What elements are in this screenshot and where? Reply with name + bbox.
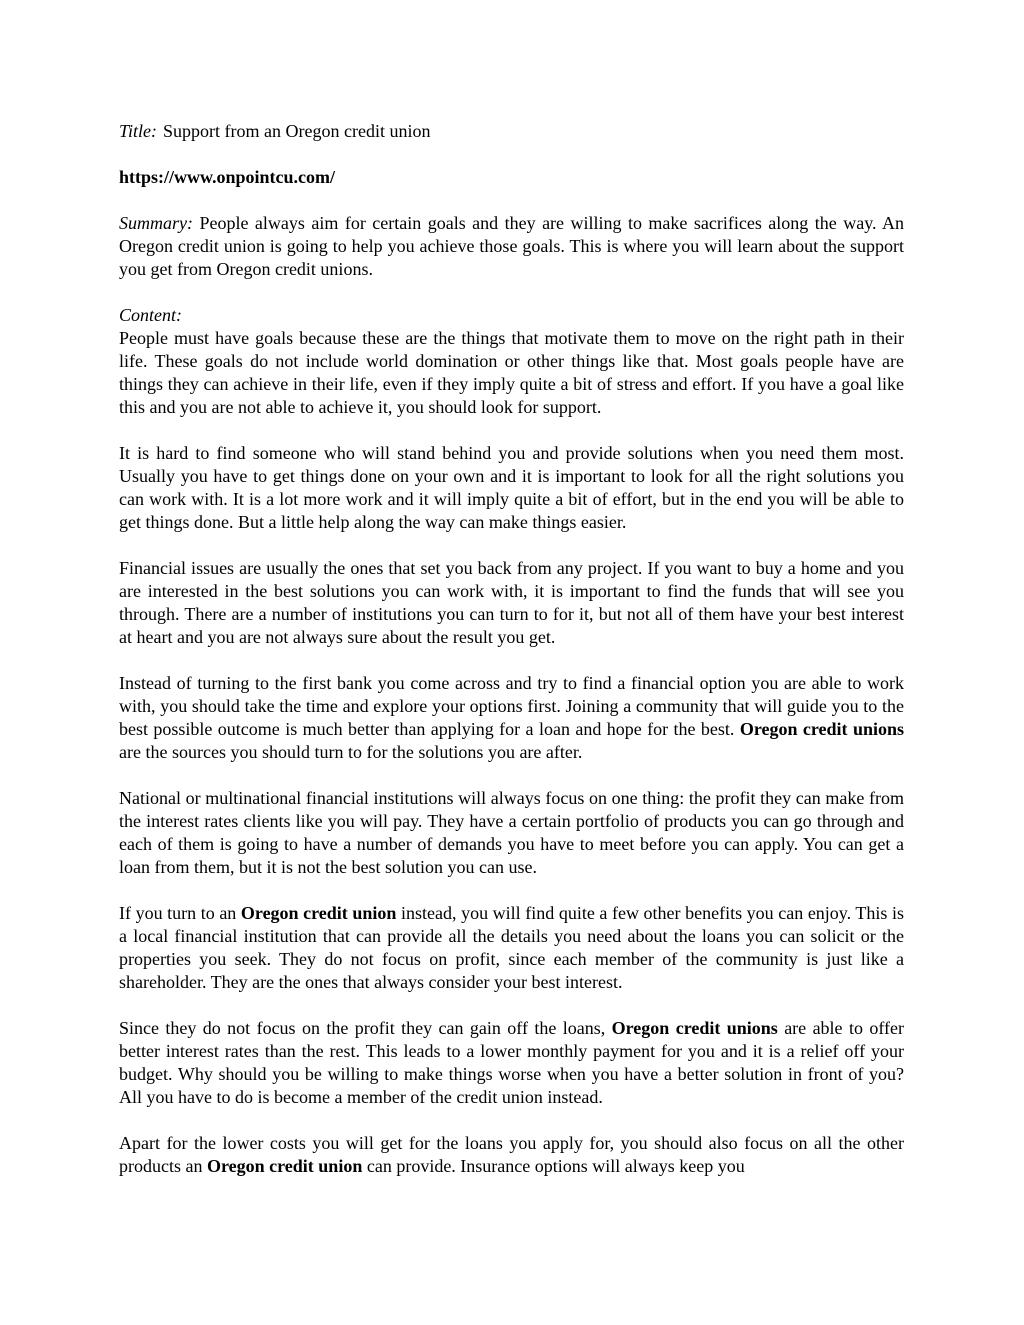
paragraph-text: Financial issues are usually the ones that set you back from any project. If you want to buy a home and you are interested in the best solutions you can work with, it is important to find the funds that will see you through. There are a number of institutions you can turn to for it, but not all of them have your best interest at heart and you are not always sure about the result you get. (119, 558, 904, 647)
paragraph-text: It is hard to find someone who will stand behind you and provide solutions when you need them most. Usually you have to get things done on your own and it is important to look for all the right solutions you can work with. It is a lot more work and it will imply quite a bit of effort, but in the end you will be able to get things done. But a little help along the way can make things easier. (119, 443, 904, 532)
content-paragraph-4 (119, 672, 904, 764)
source-url: https://www.onpointcu.com/ (119, 167, 336, 187)
content-paragraph-1 (119, 327, 904, 419)
bold-keyword: Oregon credit unions (739, 719, 904, 739)
paragraph-text: If you turn to an (119, 903, 241, 923)
paragraph-text: People must have goals because these are the things that motivate them to move on the right path in their life. These goals do not include world domination or other things like that. Most goals people have are things they can achieve in their life, even if they imply quite a bit of stress and effort. If you have a goal like this and you are not able to achieve it, you should look for support. (119, 328, 904, 417)
paragraph-text: instead, you will find quite a few other benefits you can enjoy. This is a local financial institution that can provide all the details you need about the loans you can solicit or the properties you seek. They do not focus on profit, since each member of the community is just like a shareholder. They are the ones that always consider your best interest. (119, 903, 904, 992)
paragraph-text: Apart for the lower costs you will get for the loans you apply for, you should also focus on all the other products an (119, 1133, 904, 1176)
content-paragraph-8 (119, 1132, 904, 1178)
content-paragraph-2 (119, 442, 904, 534)
bold-keyword: Oregon credit unions (611, 1018, 778, 1038)
paragraph-text: Instead of turning to the first bank you come across and try to find a financial option you are able to work with, you should take the time and explore your options first. Joining a community that will guide you to the best possible outcome is much better than applying for a loan and hope for the best. (119, 673, 904, 739)
paragraph-text: can provide. Insurance options will always keep you (362, 1156, 745, 1176)
content-paragraph-7 (119, 1017, 904, 1109)
summary-text: People always aim for certain goals and they are willing to make sacrifices along the way. An Oregon credit union is going to help you achieve those goals. This is where you will learn about the support you get from Oregon credit unions. (119, 213, 904, 279)
document-title: Support from an Oregon credit union (163, 121, 431, 141)
paragraph-text: National or multinational financial institutions will always focus on one thing: the profit they can make from the interest rates clients like you will pay. They have a certain portfolio of products you can go through and each of them is going to have a number of demands you have to meet before you can apply. You can get a loan from them, but it is not the best solution you can use. (119, 788, 904, 877)
bold-keyword: Oregon credit union (240, 903, 397, 923)
summary-paragraph (119, 212, 904, 281)
title-label: Title: (119, 121, 158, 141)
title-line (119, 120, 904, 143)
bold-keyword: Oregon credit union (206, 1156, 363, 1176)
content-paragraph-5 (119, 787, 904, 879)
document-page (119, 120, 904, 1178)
paragraph-text: Since they do not focus on the profit they can gain off the loans, (119, 1018, 612, 1038)
content-paragraph-3 (119, 557, 904, 649)
content-label: Content: (119, 305, 182, 325)
paragraph-text: are able to offer better interest rates than the rest. This leads to a lower monthly payment for you and it is a relief off your budget. Why should you be willing to make things worse when you have a better solution in front of you? All you have to do is become a member of the credit union instead. (119, 1018, 904, 1107)
content-paragraph-6 (119, 902, 904, 994)
paragraph-text: are the sources you should turn to for the solutions you are after. (119, 742, 583, 762)
summary-label: Summary: (119, 213, 193, 233)
